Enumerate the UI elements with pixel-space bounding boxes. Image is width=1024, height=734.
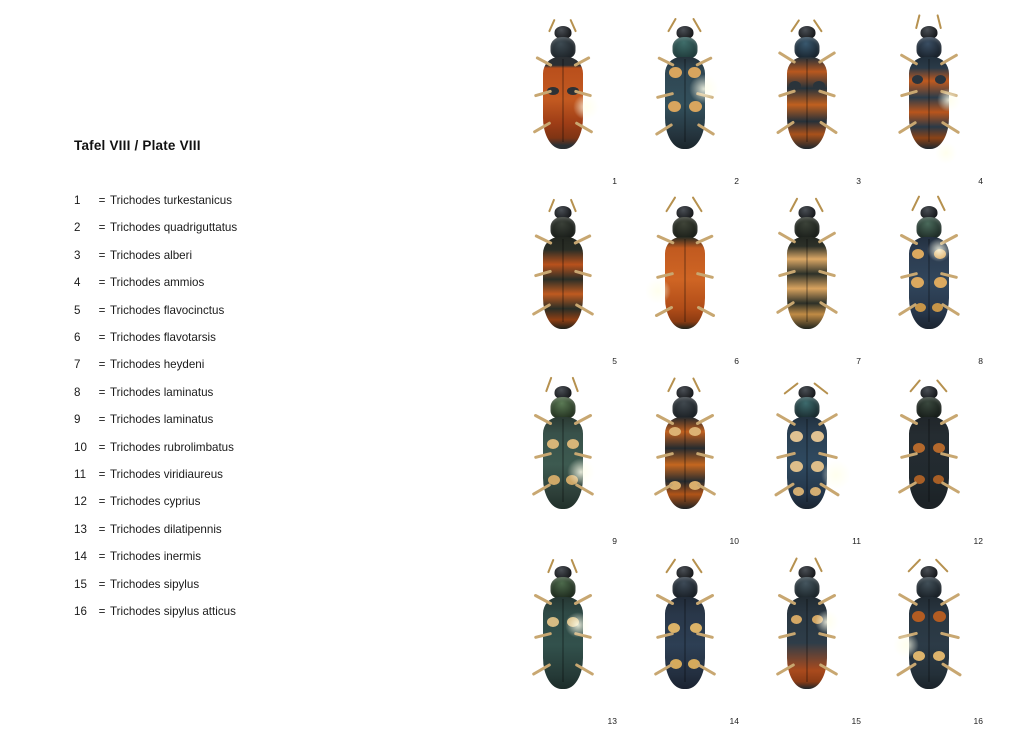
beetle-illustration bbox=[515, 194, 611, 358]
species-legend-list bbox=[74, 187, 404, 626]
legend-species-name: Trichodes viridiaureus bbox=[110, 468, 223, 482]
elytra-spot bbox=[935, 75, 946, 84]
antenna-icon bbox=[814, 557, 823, 572]
beetle-illustration bbox=[759, 374, 855, 538]
specimen-figure bbox=[500, 368, 625, 548]
beetle-thorax bbox=[550, 397, 575, 419]
elytra-spot bbox=[912, 75, 923, 84]
legend-species-name: Trichodes flavotarsis bbox=[110, 331, 216, 345]
specimen-figure bbox=[500, 548, 625, 728]
legend-species-name: Trichodes heydeni bbox=[110, 358, 205, 372]
figure-number: 16 bbox=[973, 716, 983, 726]
leg-icon bbox=[817, 231, 836, 244]
antenna-icon bbox=[665, 196, 676, 212]
beetle-elytra bbox=[787, 417, 827, 509]
beetle-elytra bbox=[909, 597, 949, 689]
antenna-icon bbox=[911, 195, 920, 211]
elytra-spot bbox=[811, 461, 824, 472]
figure-number: 4 bbox=[978, 176, 983, 186]
beetle-elytra bbox=[665, 237, 705, 329]
legend-number: 4 bbox=[74, 276, 81, 290]
elytra-spot bbox=[669, 67, 682, 78]
antenna-icon bbox=[667, 18, 677, 33]
beetle-illustration bbox=[515, 554, 611, 718]
legend-equals: = bbox=[98, 413, 106, 427]
legend-equals: = bbox=[98, 495, 106, 509]
antenna-icon bbox=[692, 377, 701, 392]
legend-equals: = bbox=[98, 440, 106, 454]
legend-equals: = bbox=[98, 221, 106, 235]
list-item bbox=[74, 543, 404, 570]
legend-equals: = bbox=[98, 550, 106, 564]
specimen-figure bbox=[622, 548, 747, 728]
elytra-spot bbox=[668, 101, 681, 112]
legend-equals: = bbox=[98, 605, 106, 619]
elytra-spot bbox=[913, 651, 925, 661]
elytra-spot bbox=[934, 249, 946, 259]
legend-equals: = bbox=[98, 303, 106, 317]
elytra-spot bbox=[688, 67, 701, 78]
plate-caption-block bbox=[74, 138, 404, 626]
legend-species-name: Trichodes laminatus bbox=[110, 413, 214, 427]
antenna-icon bbox=[909, 379, 921, 393]
legend-species-name: Trichodes laminatus bbox=[110, 385, 214, 399]
figure-number: 15 bbox=[851, 716, 861, 726]
beetle-elytra bbox=[665, 57, 705, 149]
figure-number: 3 bbox=[856, 176, 861, 186]
legend-number: 5 bbox=[74, 303, 81, 317]
beetle-elytra bbox=[543, 57, 583, 149]
legend-equals: = bbox=[98, 248, 106, 262]
beetle-thorax bbox=[672, 397, 697, 419]
legend-species-name: Trichodes ammios bbox=[110, 276, 205, 290]
elytra-spot bbox=[793, 487, 804, 496]
legend-equals: = bbox=[98, 385, 106, 399]
beetle-thorax bbox=[916, 397, 941, 419]
specimen-figure bbox=[500, 8, 625, 188]
list-item bbox=[74, 324, 404, 351]
specimen-figure bbox=[866, 188, 991, 368]
antenna-icon bbox=[692, 18, 702, 33]
beetle-illustration bbox=[881, 374, 977, 538]
specimen-figure bbox=[500, 188, 625, 368]
beetle-illustration bbox=[759, 554, 855, 718]
antenna-icon bbox=[936, 195, 945, 211]
list-item bbox=[74, 187, 404, 214]
list-item bbox=[74, 351, 404, 378]
legend-equals: = bbox=[98, 276, 106, 290]
legend-species-name: Trichodes inermis bbox=[110, 550, 202, 564]
beetle-elytra bbox=[909, 417, 949, 509]
specimen-figure bbox=[744, 188, 869, 368]
figure-number: 7 bbox=[856, 356, 861, 366]
legend-number: 2 bbox=[74, 221, 81, 235]
figure-number: 8 bbox=[978, 356, 983, 366]
beetle-thorax bbox=[550, 577, 575, 599]
elytra-spot bbox=[911, 277, 924, 288]
list-item bbox=[74, 434, 404, 461]
beetle-thorax bbox=[550, 37, 575, 59]
specimen-figure bbox=[622, 8, 747, 188]
legend-number: 14 bbox=[74, 550, 87, 564]
legend-number: 16 bbox=[74, 605, 87, 619]
legend-species-name: Trichodes flavocinctus bbox=[110, 303, 225, 317]
list-item bbox=[74, 571, 404, 598]
antenna-icon bbox=[935, 379, 947, 393]
elytra-spot bbox=[912, 249, 924, 259]
beetle-elytra bbox=[909, 237, 949, 329]
specimen-figure bbox=[866, 548, 991, 728]
beetle-illustration bbox=[881, 554, 977, 718]
list-item bbox=[74, 242, 404, 269]
list-item bbox=[74, 297, 404, 324]
legend-number: 1 bbox=[74, 194, 81, 207]
legend-number: 12 bbox=[74, 495, 87, 509]
antenna-icon bbox=[936, 14, 942, 29]
legend-species-name: Trichodes turkestanicus bbox=[110, 194, 233, 207]
legend-species-name: Trichodes alberi bbox=[110, 248, 193, 262]
beetle-illustration bbox=[637, 14, 733, 178]
specimen-figure bbox=[622, 368, 747, 548]
legend-number: 13 bbox=[74, 522, 87, 536]
specimen-plate bbox=[500, 8, 1016, 726]
beetle-thorax bbox=[916, 37, 941, 59]
legend-number: 9 bbox=[74, 413, 81, 427]
list-item bbox=[74, 598, 404, 625]
beetle-thorax bbox=[916, 217, 941, 239]
elytra-spot bbox=[567, 439, 579, 449]
page-title: Tafel VIII / Plate VIII bbox=[74, 138, 201, 153]
list-item bbox=[74, 269, 404, 296]
figure-number: 12 bbox=[973, 536, 983, 546]
beetle-elytra bbox=[543, 417, 583, 509]
legend-number: 10 bbox=[74, 440, 87, 454]
elytra-spot bbox=[933, 651, 945, 661]
beetle-illustration bbox=[515, 374, 611, 538]
antenna-icon bbox=[813, 382, 828, 395]
legend-species-name: Trichodes dilatipennis bbox=[110, 522, 222, 536]
figure-number: 14 bbox=[729, 716, 739, 726]
figure-number: 5 bbox=[612, 356, 617, 366]
antenna-icon bbox=[571, 377, 578, 393]
antenna-icon bbox=[789, 197, 798, 212]
beetle-thorax bbox=[672, 577, 697, 599]
beetle-thorax bbox=[672, 37, 697, 59]
antenna-icon bbox=[570, 559, 577, 574]
specimen-figure bbox=[744, 548, 869, 728]
elytra-spot bbox=[669, 427, 681, 436]
antenna-icon bbox=[783, 382, 798, 395]
legend-equals: = bbox=[98, 522, 106, 536]
elytra-spot bbox=[689, 101, 702, 112]
beetle-elytra bbox=[787, 57, 827, 149]
specimen-figure bbox=[744, 8, 869, 188]
elytra-spot bbox=[790, 461, 803, 472]
elytra-spot bbox=[567, 617, 579, 627]
legend-species-name: Trichodes rubrolimbatus bbox=[110, 440, 234, 454]
elytra-spot bbox=[812, 615, 823, 624]
beetle-illustration bbox=[637, 554, 733, 718]
beetle-illustration bbox=[759, 194, 855, 358]
antenna-icon bbox=[665, 558, 676, 573]
antenna-icon bbox=[545, 377, 552, 393]
elytra-spot bbox=[790, 431, 803, 442]
elytra-spot bbox=[547, 617, 559, 627]
beetle-illustration bbox=[637, 194, 733, 358]
legend-species-name: Trichodes quadriguttatus bbox=[110, 221, 238, 235]
figure-number: 11 bbox=[852, 536, 861, 546]
beetle-elytra bbox=[909, 57, 949, 149]
beetle-thorax bbox=[794, 397, 819, 419]
elytra-spot bbox=[668, 623, 680, 633]
legend-equals: = bbox=[98, 358, 106, 372]
specimen-figure bbox=[622, 188, 747, 368]
elytra-spot bbox=[690, 623, 702, 633]
specimen-figure bbox=[866, 368, 991, 548]
legend-equals: = bbox=[98, 194, 106, 207]
beetle-elytra bbox=[665, 597, 705, 689]
beetle-illustration bbox=[637, 374, 733, 538]
antenna-icon bbox=[814, 197, 823, 212]
specimen-figure bbox=[866, 8, 991, 188]
legend-number: 7 bbox=[74, 358, 81, 372]
elytra-spot bbox=[934, 277, 947, 288]
beetle-elytra bbox=[787, 237, 827, 329]
beetle-illustration bbox=[881, 194, 977, 358]
beetle-thorax bbox=[794, 577, 819, 599]
plate-row bbox=[500, 188, 1016, 368]
list-item bbox=[74, 461, 404, 488]
elytra-spot bbox=[689, 427, 701, 436]
legend-number: 15 bbox=[74, 577, 87, 591]
figure-number: 2 bbox=[734, 176, 739, 186]
beetle-thorax bbox=[672, 217, 697, 239]
leg-icon bbox=[817, 51, 836, 64]
beetle-thorax bbox=[916, 577, 941, 599]
beetle-elytra bbox=[543, 237, 583, 329]
specimen-figure bbox=[744, 368, 869, 548]
figure-number: 10 bbox=[729, 536, 739, 546]
plate-row bbox=[500, 548, 1016, 728]
antenna-icon bbox=[907, 558, 921, 572]
legend-number: 3 bbox=[74, 248, 81, 262]
legend-species-name: Trichodes cyprius bbox=[110, 495, 201, 509]
legend-number: 8 bbox=[74, 385, 81, 399]
beetle-elytra bbox=[665, 417, 705, 509]
list-item bbox=[74, 406, 404, 433]
elytra-spot bbox=[547, 439, 559, 449]
beetle-thorax bbox=[794, 37, 819, 59]
figure-number: 1 bbox=[612, 176, 617, 186]
legend-species-name: Trichodes sipylus bbox=[110, 577, 200, 591]
beetle-illustration bbox=[759, 14, 855, 178]
plate-row bbox=[500, 8, 1016, 188]
figure-number: 6 bbox=[734, 356, 739, 366]
beetle-elytra bbox=[543, 597, 583, 689]
antenna-icon bbox=[789, 557, 798, 572]
list-item bbox=[74, 516, 404, 543]
leg-icon bbox=[777, 231, 796, 244]
beetle-illustration bbox=[881, 14, 977, 178]
legend-number: 6 bbox=[74, 331, 81, 345]
list-item bbox=[74, 488, 404, 515]
leg-icon bbox=[777, 51, 796, 64]
elytra-spot bbox=[933, 611, 946, 622]
legend-equals: = bbox=[98, 331, 106, 345]
elytra-spot bbox=[791, 615, 802, 624]
figure-number: 9 bbox=[612, 536, 617, 546]
legend-equals: = bbox=[98, 577, 106, 591]
list-item bbox=[74, 379, 404, 406]
plate-row bbox=[500, 368, 1016, 548]
elytra-spot bbox=[810, 487, 821, 496]
antenna-icon bbox=[547, 559, 554, 574]
elytra-spot bbox=[912, 611, 925, 622]
antenna-icon bbox=[915, 14, 921, 29]
beetle-illustration bbox=[515, 14, 611, 178]
elytra-spot bbox=[811, 431, 824, 442]
beetle-thorax bbox=[794, 217, 819, 239]
beetle-thorax bbox=[550, 217, 575, 239]
legend-equals: = bbox=[98, 468, 106, 482]
figure-number: 13 bbox=[607, 716, 617, 726]
legend-number: 11 bbox=[74, 468, 87, 482]
antenna-icon bbox=[667, 377, 676, 392]
list-item bbox=[74, 214, 404, 241]
antenna-icon bbox=[691, 196, 702, 212]
beetle-elytra bbox=[787, 597, 827, 689]
legend-species-name: Trichodes sipylus atticus bbox=[110, 605, 236, 619]
